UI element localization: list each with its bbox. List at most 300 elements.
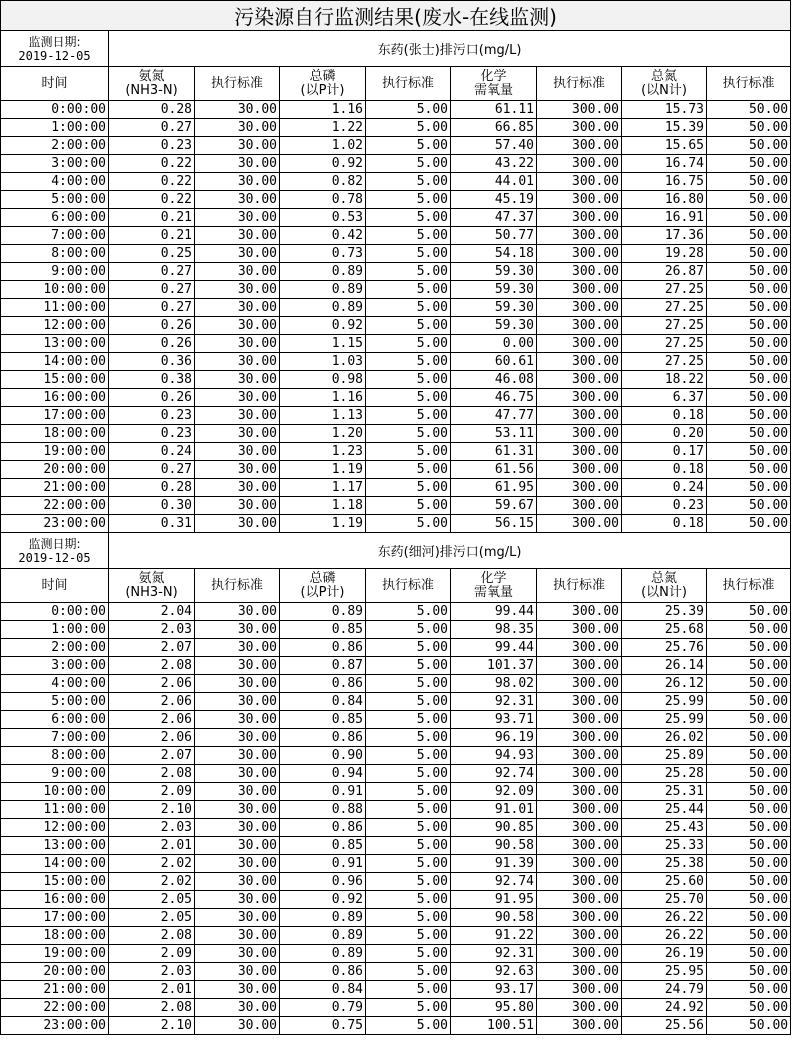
value-cell: 0.42 xyxy=(280,227,366,245)
value-cell: 300.00 xyxy=(537,209,622,227)
column-header xyxy=(195,569,280,603)
value-cell: 2.05 xyxy=(109,891,195,909)
value-cell: 0.91 xyxy=(280,855,366,873)
value-cell: 50.00 xyxy=(707,515,791,533)
value-cell: 24.79 xyxy=(622,981,707,999)
value-cell: 5.00 xyxy=(366,299,451,317)
value-cell: 26.22 xyxy=(622,909,707,927)
time-cell: 5:00:00 xyxy=(1,693,109,711)
value-cell: 50.00 xyxy=(707,981,791,999)
table-row xyxy=(1,981,791,999)
column-header xyxy=(366,67,451,101)
column-header-label: 化学 xyxy=(480,570,507,586)
value-cell: 300.00 xyxy=(537,783,622,801)
value-cell: 15.73 xyxy=(622,101,707,119)
value-cell: 30.00 xyxy=(195,693,280,711)
column-header-label: 总氮 xyxy=(650,68,677,84)
value-cell: 50.00 xyxy=(707,101,791,119)
value-cell: 5.00 xyxy=(366,819,451,837)
column-header-label: 需氧量 xyxy=(473,584,513,600)
time-cell: 23:00:00 xyxy=(1,1017,109,1035)
value-cell: 0.73 xyxy=(280,245,366,263)
value-cell: 30.00 xyxy=(195,891,280,909)
value-cell: 300.00 xyxy=(537,353,622,371)
value-cell: 5.00 xyxy=(366,245,451,263)
value-cell: 1.18 xyxy=(280,497,366,515)
time-cell: 4:00:00 xyxy=(1,173,109,191)
value-cell: 50.00 xyxy=(707,621,791,639)
value-cell: 0.17 xyxy=(622,443,707,461)
value-cell: 27.25 xyxy=(622,281,707,299)
column-header-label: 执行标准 xyxy=(381,577,434,593)
value-cell: 0.22 xyxy=(109,173,195,191)
value-cell: 1.22 xyxy=(280,119,366,137)
column-header xyxy=(451,67,537,101)
table-row xyxy=(1,497,791,515)
value-cell: 0.89 xyxy=(280,603,366,621)
value-cell: 300.00 xyxy=(537,693,622,711)
date-value: 2019-12-05 xyxy=(18,550,91,565)
value-cell: 5.00 xyxy=(366,515,451,533)
value-cell: 5.00 xyxy=(366,101,451,119)
value-cell: 25.56 xyxy=(622,1017,707,1035)
value-cell: 300.00 xyxy=(537,101,622,119)
column-header xyxy=(195,67,280,101)
column-header-label: (NH3-N) xyxy=(125,584,178,600)
value-cell: 50.00 xyxy=(707,963,791,981)
column-header xyxy=(707,569,791,603)
table-row xyxy=(1,335,791,353)
value-cell: 0.98 xyxy=(280,371,366,389)
value-cell: 300.00 xyxy=(537,461,622,479)
value-cell: 50.00 xyxy=(707,765,791,783)
table-row xyxy=(1,999,791,1017)
table-row xyxy=(1,461,791,479)
value-cell: 5.00 xyxy=(366,675,451,693)
table-row xyxy=(1,299,791,317)
value-cell: 300.00 xyxy=(537,639,622,657)
value-cell: 26.22 xyxy=(622,927,707,945)
outlet-name: 东药(张士)排污口(mg/L) xyxy=(109,31,791,67)
value-cell: 25.89 xyxy=(622,747,707,765)
column-header xyxy=(109,569,195,603)
value-cell: 25.43 xyxy=(622,819,707,837)
value-cell: 0.89 xyxy=(280,945,366,963)
column-header-label: 执行标准 xyxy=(722,75,775,91)
time-cell: 21:00:00 xyxy=(1,479,109,497)
value-cell: 5.00 xyxy=(366,999,451,1017)
value-cell: 300.00 xyxy=(537,371,622,389)
time-cell: 2:00:00 xyxy=(1,639,109,657)
value-cell: 30.00 xyxy=(195,425,280,443)
value-cell: 0.26 xyxy=(109,317,195,335)
table-row xyxy=(1,855,791,873)
value-cell: 300.00 xyxy=(537,443,622,461)
value-cell: 57.40 xyxy=(451,137,537,155)
value-cell: 30.00 xyxy=(195,389,280,407)
value-cell: 0.84 xyxy=(280,981,366,999)
value-cell: 5.00 xyxy=(366,981,451,999)
value-cell: 30.00 xyxy=(195,783,280,801)
time-cell: 15:00:00 xyxy=(1,371,109,389)
value-cell: 2.09 xyxy=(109,783,195,801)
value-cell: 50.00 xyxy=(707,837,791,855)
value-cell: 50.00 xyxy=(707,299,791,317)
value-cell: 300.00 xyxy=(537,299,622,317)
value-cell: 5.00 xyxy=(366,263,451,281)
value-cell: 0.27 xyxy=(109,461,195,479)
value-cell: 0.53 xyxy=(280,209,366,227)
value-cell: 5.00 xyxy=(366,873,451,891)
column-header-label: 氨氮 xyxy=(138,570,165,586)
value-cell: 50.00 xyxy=(707,443,791,461)
value-cell: 30.00 xyxy=(195,245,280,263)
value-cell: 46.75 xyxy=(451,389,537,407)
value-cell: 101.37 xyxy=(451,657,537,675)
column-header xyxy=(1,67,109,101)
value-cell: 30.00 xyxy=(195,173,280,191)
table-row xyxy=(1,479,791,497)
value-cell: 50.00 xyxy=(707,675,791,693)
value-cell: 99.44 xyxy=(451,603,537,621)
column-header-label: 执行标准 xyxy=(210,75,263,91)
value-cell: 2.06 xyxy=(109,693,195,711)
value-cell: 53.11 xyxy=(451,425,537,443)
value-cell: 61.11 xyxy=(451,101,537,119)
value-cell: 30.00 xyxy=(195,335,280,353)
value-cell: 30.00 xyxy=(195,729,280,747)
time-cell: 16:00:00 xyxy=(1,389,109,407)
table-row xyxy=(1,621,791,639)
time-cell: 22:00:00 xyxy=(1,999,109,1017)
value-cell: 92.63 xyxy=(451,963,537,981)
value-cell: 50.77 xyxy=(451,227,537,245)
column-header-label: 执行标准 xyxy=(722,577,775,593)
value-cell: 0.23 xyxy=(109,137,195,155)
column-header-label: 时间 xyxy=(41,577,68,593)
value-cell: 5.00 xyxy=(366,353,451,371)
value-cell: 1.13 xyxy=(280,407,366,425)
value-cell: 5.00 xyxy=(366,407,451,425)
value-cell: 0.96 xyxy=(280,873,366,891)
value-cell: 50.00 xyxy=(707,191,791,209)
value-cell: 5.00 xyxy=(366,729,451,747)
value-cell: 50.00 xyxy=(707,873,791,891)
value-cell: 30.00 xyxy=(195,657,280,675)
value-cell: 30.00 xyxy=(195,137,280,155)
table-row xyxy=(1,927,791,945)
value-cell: 54.18 xyxy=(451,245,537,263)
column-header-label: 需氧量 xyxy=(473,82,513,98)
value-cell: 61.95 xyxy=(451,479,537,497)
value-cell: 2.06 xyxy=(109,711,195,729)
page-title: 污染源自行监测结果(废水-在线监测) xyxy=(1,1,791,31)
time-cell: 17:00:00 xyxy=(1,407,109,425)
time-cell: 23:00:00 xyxy=(1,515,109,533)
time-cell: 13:00:00 xyxy=(1,335,109,353)
value-cell: 5.00 xyxy=(366,119,451,137)
value-cell: 96.19 xyxy=(451,729,537,747)
value-cell: 0.92 xyxy=(280,317,366,335)
value-cell: 91.22 xyxy=(451,927,537,945)
value-cell: 30.00 xyxy=(195,371,280,389)
value-cell: 47.77 xyxy=(451,407,537,425)
value-cell: 30.00 xyxy=(195,945,280,963)
column-header xyxy=(622,67,707,101)
value-cell: 16.74 xyxy=(622,155,707,173)
value-cell: 90.58 xyxy=(451,837,537,855)
value-cell: 50.00 xyxy=(707,209,791,227)
value-cell: 5.00 xyxy=(366,657,451,675)
table-row xyxy=(1,137,791,155)
value-cell: 30.00 xyxy=(195,855,280,873)
value-cell: 0.26 xyxy=(109,389,195,407)
value-cell: 0.89 xyxy=(280,909,366,927)
column-header-label: 执行标准 xyxy=(381,75,434,91)
value-cell: 2.03 xyxy=(109,621,195,639)
value-cell: 2.09 xyxy=(109,945,195,963)
value-cell: 30.00 xyxy=(195,281,280,299)
value-cell: 2.10 xyxy=(109,1017,195,1035)
value-cell: 61.56 xyxy=(451,461,537,479)
value-cell: 50.00 xyxy=(707,801,791,819)
value-cell: 44.01 xyxy=(451,173,537,191)
value-cell: 300.00 xyxy=(537,173,622,191)
value-cell: 50.00 xyxy=(707,425,791,443)
time-cell: 18:00:00 xyxy=(1,425,109,443)
table-row xyxy=(1,425,791,443)
value-cell: 0.90 xyxy=(280,747,366,765)
value-cell: 17.36 xyxy=(622,227,707,245)
value-cell: 30.00 xyxy=(195,191,280,209)
value-cell: 30.00 xyxy=(195,443,280,461)
value-cell: 2.06 xyxy=(109,729,195,747)
value-cell: 0.23 xyxy=(622,497,707,515)
column-header-row xyxy=(1,67,791,101)
value-cell: 300.00 xyxy=(537,191,622,209)
value-cell: 50.00 xyxy=(707,1017,791,1035)
value-cell: 0.87 xyxy=(280,657,366,675)
value-cell: 50.00 xyxy=(707,891,791,909)
value-cell: 50.00 xyxy=(707,999,791,1017)
table-row xyxy=(1,945,791,963)
value-cell: 16.80 xyxy=(622,191,707,209)
table-row xyxy=(1,371,791,389)
value-cell: 99.44 xyxy=(451,639,537,657)
value-cell: 0.86 xyxy=(280,963,366,981)
value-cell: 30.00 xyxy=(195,747,280,765)
value-cell: 0.38 xyxy=(109,371,195,389)
column-header xyxy=(366,569,451,603)
value-cell: 50.00 xyxy=(707,137,791,155)
column-header-label: 总磷 xyxy=(309,570,336,586)
column-header xyxy=(451,569,537,603)
value-cell: 30.00 xyxy=(195,711,280,729)
value-cell: 2.03 xyxy=(109,963,195,981)
value-cell: 5.00 xyxy=(366,693,451,711)
value-cell: 0.22 xyxy=(109,155,195,173)
time-cell: 5:00:00 xyxy=(1,191,109,209)
value-cell: 0.86 xyxy=(280,819,366,837)
value-cell: 59.30 xyxy=(451,317,537,335)
value-cell: 30.00 xyxy=(195,119,280,137)
value-cell: 0.92 xyxy=(280,891,366,909)
value-cell: 91.39 xyxy=(451,855,537,873)
value-cell: 30.00 xyxy=(195,497,280,515)
time-cell: 3:00:00 xyxy=(1,155,109,173)
time-cell: 20:00:00 xyxy=(1,963,109,981)
value-cell: 30.00 xyxy=(195,263,280,281)
value-cell: 0.86 xyxy=(280,639,366,657)
date-value: 2019-12-05 xyxy=(18,48,91,63)
column-header xyxy=(280,67,366,101)
table-row xyxy=(1,783,791,801)
column-header-label: 总氮 xyxy=(650,570,677,586)
value-cell: 6.37 xyxy=(622,389,707,407)
table-row xyxy=(1,209,791,227)
time-cell: 0:00:00 xyxy=(1,101,109,119)
time-cell: 9:00:00 xyxy=(1,765,109,783)
value-cell: 1.20 xyxy=(280,425,366,443)
column-header-label: (以N计) xyxy=(641,82,687,98)
value-cell: 93.71 xyxy=(451,711,537,729)
table-row xyxy=(1,119,791,137)
value-cell: 50.00 xyxy=(707,729,791,747)
table-row xyxy=(1,747,791,765)
value-cell: 50.00 xyxy=(707,819,791,837)
table-row xyxy=(1,963,791,981)
column-header xyxy=(280,569,366,603)
value-cell: 300.00 xyxy=(537,855,622,873)
table-row xyxy=(1,389,791,407)
value-cell: 95.80 xyxy=(451,999,537,1017)
value-cell: 30.00 xyxy=(195,927,280,945)
value-cell: 25.76 xyxy=(622,639,707,657)
value-cell: 50.00 xyxy=(707,945,791,963)
value-cell: 300.00 xyxy=(537,603,622,621)
value-cell: 0.22 xyxy=(109,191,195,209)
value-cell: 300.00 xyxy=(537,479,622,497)
time-cell: 19:00:00 xyxy=(1,443,109,461)
time-cell: 16:00:00 xyxy=(1,891,109,909)
value-cell: 27.25 xyxy=(622,335,707,353)
value-cell: 2.10 xyxy=(109,801,195,819)
value-cell: 30.00 xyxy=(195,603,280,621)
value-cell: 2.01 xyxy=(109,837,195,855)
value-cell: 300.00 xyxy=(537,227,622,245)
value-cell: 0.30 xyxy=(109,497,195,515)
value-cell: 25.39 xyxy=(622,603,707,621)
table-row xyxy=(1,407,791,425)
value-cell: 26.02 xyxy=(622,729,707,747)
table-row xyxy=(1,263,791,281)
value-cell: 25.38 xyxy=(622,855,707,873)
column-header-row xyxy=(1,569,791,603)
value-cell: 300.00 xyxy=(537,801,622,819)
value-cell: 30.00 xyxy=(195,317,280,335)
value-cell: 300.00 xyxy=(537,119,622,137)
value-cell: 30.00 xyxy=(195,299,280,317)
value-cell: 300.00 xyxy=(537,407,622,425)
value-cell: 5.00 xyxy=(366,335,451,353)
value-cell: 0.27 xyxy=(109,299,195,317)
value-cell: 26.14 xyxy=(622,657,707,675)
value-cell: 0.89 xyxy=(280,263,366,281)
value-cell: 91.01 xyxy=(451,801,537,819)
value-cell: 24.92 xyxy=(622,999,707,1017)
value-cell: 50.00 xyxy=(707,407,791,425)
value-cell: 50.00 xyxy=(707,173,791,191)
value-cell: 2.08 xyxy=(109,657,195,675)
time-cell: 17:00:00 xyxy=(1,909,109,927)
value-cell: 0.27 xyxy=(109,119,195,137)
value-cell: 0.24 xyxy=(622,479,707,497)
value-cell: 25.95 xyxy=(622,963,707,981)
value-cell: 50.00 xyxy=(707,497,791,515)
time-cell: 6:00:00 xyxy=(1,209,109,227)
value-cell: 300.00 xyxy=(537,281,622,299)
value-cell: 300.00 xyxy=(537,497,622,515)
value-cell: 5.00 xyxy=(366,765,451,783)
value-cell: 0.27 xyxy=(109,263,195,281)
table-row xyxy=(1,819,791,837)
value-cell: 30.00 xyxy=(195,227,280,245)
value-cell: 27.25 xyxy=(622,299,707,317)
outlet-name: 东药(细河)排污口(mg/L) xyxy=(109,533,791,569)
value-cell: 5.00 xyxy=(366,371,451,389)
value-cell: 0.36 xyxy=(109,353,195,371)
value-cell: 2.05 xyxy=(109,909,195,927)
table-row xyxy=(1,729,791,747)
column-header xyxy=(1,569,109,603)
value-cell: 0.18 xyxy=(622,461,707,479)
value-cell: 50.00 xyxy=(707,371,791,389)
value-cell: 0.27 xyxy=(109,281,195,299)
table-row xyxy=(1,603,791,621)
value-cell: 300.00 xyxy=(537,765,622,783)
value-cell: 2.01 xyxy=(109,981,195,999)
time-cell: 10:00:00 xyxy=(1,281,109,299)
value-cell: 5.00 xyxy=(366,747,451,765)
value-cell: 25.31 xyxy=(622,783,707,801)
value-cell: 2.06 xyxy=(109,675,195,693)
time-cell: 8:00:00 xyxy=(1,245,109,263)
value-cell: 5.00 xyxy=(366,963,451,981)
value-cell: 0.23 xyxy=(109,425,195,443)
column-header xyxy=(537,569,622,603)
value-cell: 300.00 xyxy=(537,873,622,891)
value-cell: 5.00 xyxy=(366,783,451,801)
value-cell: 2.07 xyxy=(109,639,195,657)
value-cell: 50.00 xyxy=(707,639,791,657)
value-cell: 92.74 xyxy=(451,873,537,891)
value-cell: 93.17 xyxy=(451,981,537,999)
value-cell: 43.22 xyxy=(451,155,537,173)
time-cell: 1:00:00 xyxy=(1,621,109,639)
value-cell: 0.28 xyxy=(109,479,195,497)
value-cell: 5.00 xyxy=(366,227,451,245)
table-row xyxy=(1,317,791,335)
value-cell: 92.31 xyxy=(451,945,537,963)
value-cell: 5.00 xyxy=(366,927,451,945)
time-cell: 0:00:00 xyxy=(1,603,109,621)
value-cell: 50.00 xyxy=(707,227,791,245)
value-cell: 5.00 xyxy=(366,1017,451,1035)
value-cell: 300.00 xyxy=(537,317,622,335)
value-cell: 90.85 xyxy=(451,819,537,837)
value-cell: 15.65 xyxy=(622,137,707,155)
value-cell: 1.19 xyxy=(280,515,366,533)
